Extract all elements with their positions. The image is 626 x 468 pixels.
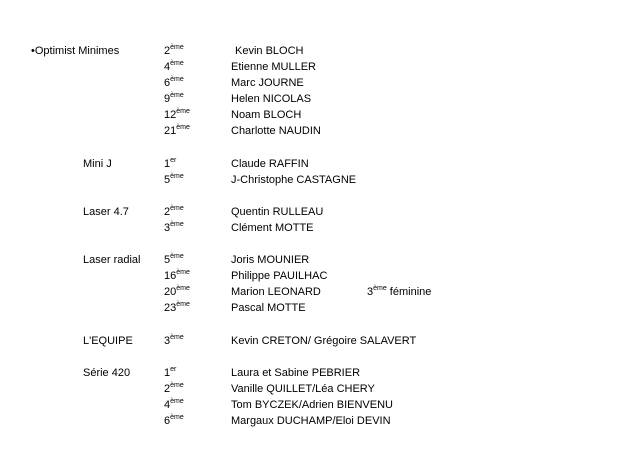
competitor-name: Helen NICOLAS [231,93,312,105]
competitor-name: Claude RAFFIN [231,158,309,170]
competitor-name: Etienne MULLER [231,61,316,73]
competitor-name: Charlotte NAUDIN [231,125,321,137]
rank: 12ème [164,108,190,121]
category-label: •Optimist Minimes [31,45,120,57]
competitor-name: Philippe PAUILHAC [231,270,328,282]
section-serie-420 [0,365,626,429]
rank: 20ème [164,285,190,298]
rank: 16ème [164,269,190,282]
result-row [0,59,626,75]
result-row [0,284,626,300]
competitor-name: Vanille QUILLET/Léa CHERY [231,383,375,395]
rank: 2ème [164,44,184,57]
result-row [0,107,626,123]
category-label: Laser 4.7 [83,206,129,218]
rank: 5ème [164,253,184,266]
result-row [0,333,626,349]
result-row [0,91,626,107]
competitor-name: Laura et Sabine PEBRIER [231,367,361,379]
competitor-name: Marion LEONARD [231,286,321,298]
result-row [0,220,626,236]
result-row [0,252,626,268]
competitor-name: Pascal MOTTE [231,302,306,314]
section-laser-4-7 [0,204,626,236]
rank: 4ème [164,60,184,73]
result-row [0,75,626,91]
section-mini-j [0,156,626,188]
rank: 1er [164,366,177,379]
competitor-name: J-Christophe CASTAGNE [231,174,357,186]
result-row [0,204,626,220]
result-row [0,268,626,284]
competitor-name: Tom BYCZEK/Adrien BIENVENU [231,399,393,411]
competitor-name: Kevin CRETON/ Grégoire SALAVERT [231,335,417,347]
rank: 21ème [164,124,190,137]
competitor-name: Quentin RULLEAU [231,206,324,218]
category-label: Mini J [83,158,112,170]
rank: 23ème [164,301,190,314]
rank: 6ème [164,76,184,89]
category-label: Série 420 [83,367,131,379]
competitor-name: Joris MOUNIER [231,254,310,266]
competitor-name: Noam BLOCH [231,109,302,121]
female-rank-note: 3ème féminine [367,285,432,298]
result-row [0,156,626,172]
section-laser-radial [0,252,626,316]
competitor-name: Clément MOTTE [231,222,314,234]
category-label: L'EQUIPE [83,335,133,347]
rank: 4ème [164,398,184,411]
competitor-name: Marc JOURNE [231,77,304,89]
result-row [0,397,626,413]
result-row [0,413,626,429]
result-row [0,365,626,381]
result-row [0,43,626,59]
section-l-equipe [0,333,626,349]
competitor-name: Margaux DUCHAMP/Eloi DEVIN [231,415,391,427]
rank: 2ème [164,205,184,218]
result-row [0,172,626,188]
competitor-name: Kevin BLOCH [235,45,304,57]
result-row [0,381,626,397]
section-optimist-minimes [0,43,626,139]
rank: 1er [164,157,177,170]
rank: 9ème [164,92,184,105]
rank: 6ème [164,414,184,427]
result-row [0,300,626,316]
category-label: Laser radial [83,254,141,266]
rank: 3ème [164,221,184,234]
rank: 5ème [164,173,184,186]
rank: 2ème [164,382,184,395]
rank: 3ème [164,334,184,347]
result-row [0,123,626,139]
